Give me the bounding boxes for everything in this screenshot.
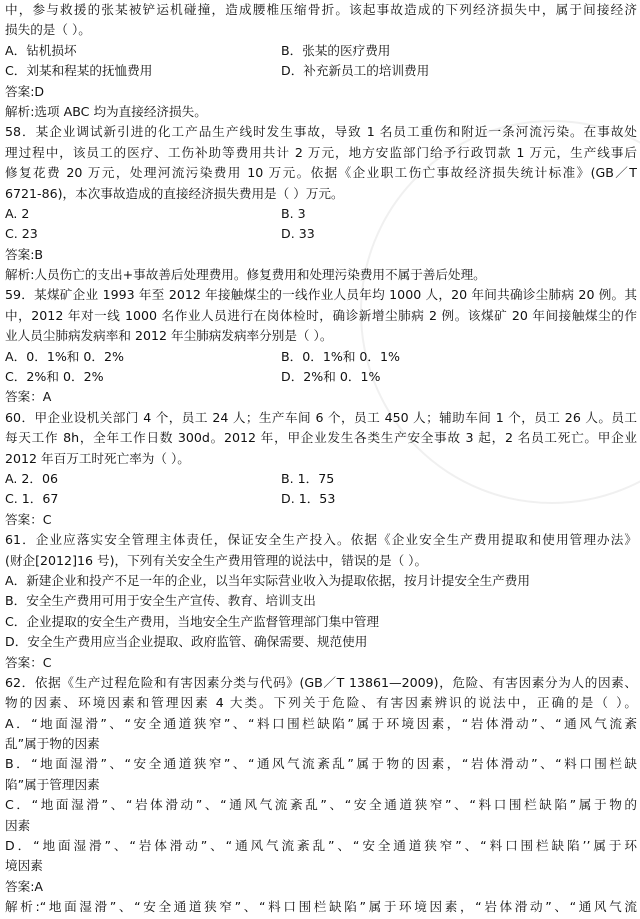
text-line: 乱”属于物的因素 (5, 736, 100, 752)
text-line: 业人员尘肺病发病率和 2012 年尘肺病发病率分别是（ ）。 (5, 328, 333, 344)
text-line: 62．依据《生产过程危险和有害因素分类与代码》(GB／T 13861—2009)，危险、有害因素分为人的因素、 (5, 674, 637, 690)
answer-option: B. 1．75 (281, 470, 335, 486)
text-line: 解析:“地面湿滑”、“安全通道狭窄”、“料口围栏缺陷”属于环境因素，“岩体滑动”、“通风气流 (5, 899, 637, 915)
answer-option: A. 2 (5, 205, 30, 221)
option-row (5, 224, 637, 244)
option-row (5, 367, 637, 387)
text-line: 58．某企业调试新引进的化工产品生产线时发生事故，导致 1 名员工重伤和附近一条河流污染。在事故处 (5, 124, 637, 140)
text-line: 6721-86)，本次事故造成的直接经济损失费用是（ ）万元。 (5, 185, 344, 201)
text-line: 境因素 (5, 858, 43, 874)
answer-option: B. 3 (281, 205, 306, 221)
text-line: 61．企业应落实安全管理主体责任，保证安全生产投入。依据《企业安全生产费用提取和使用管理办法》 (5, 532, 637, 548)
answer-option: B．张某的医疗费用 (281, 42, 391, 58)
text-line: 修复花费 20 万元，处理河流污染费用 10 万元。依据《企业职工伤亡事故经济损失统计标准》(GB／T (5, 165, 637, 181)
answer-option: B．0．1%和 0．1% (281, 348, 401, 364)
text-line: C．“地面湿滑”、“岩体滑动”、“通风气流紊乱”、“安全通道狭窄”、“料口围栏缺陷”属于物的 (5, 797, 637, 813)
text-line: 中，2012 年对一线 1000 名作业人员进行在岗体检时，确诊新增尘肺病 2 例。该煤矿 20 年间接触煤尘的作 (5, 307, 637, 323)
answer-option: C．2%和 0．2% (5, 369, 104, 385)
option-row (5, 347, 637, 367)
text-line: B．“地面湿滑”、“安全通道狭窄”、“通风气流紊乱”属于物的因素，“岩体滑动”、“料口围栏缺 (5, 756, 637, 772)
option-row (5, 61, 637, 81)
answer-option: C．刘某和程某的抚恤费用 (5, 63, 153, 79)
text-line: 陷”属于管理因素 (5, 776, 100, 792)
text-line: 答案：C (5, 654, 52, 670)
answer-option: A．0．1%和 0．2% (5, 348, 124, 364)
option-row (5, 489, 637, 509)
answer-option: D. 33 (281, 226, 315, 242)
text-line: 2012 年百万工时死亡率为（ ）。 (5, 450, 190, 466)
answer-option: C. 23 (5, 226, 38, 242)
text-line: 损失的是（ ）。 (5, 22, 91, 38)
text-line: C．企业提取的安全生产费用，当地安全生产监督管理部门集中管理 (5, 613, 380, 629)
text-line: 解析:选项 ABC 均为直接经济损失。 (5, 103, 207, 119)
text-line: 物的因素、环境因素和管理因素 4 大类。下列关于危险、有害因素辨识的说法中，正确的是（ ）。 (5, 695, 637, 711)
answer-option: D．补充新员工的培训费用 (281, 63, 430, 79)
text-line: 答案：C (5, 511, 52, 527)
text-line: 59．某煤矿企业 1993 年至 2012 年接触煤尘的一线作业人员年均 1000 人，20 年间共确诊尘肺病 20 例。其 (5, 287, 637, 303)
text-line: B．安全生产费用可用于安全生产宣传、教育、培训支出 (5, 593, 316, 609)
text-line: 答案:B (5, 246, 44, 262)
option-row (5, 204, 637, 224)
text-line: 理过程中，该员工的医疗、工伤补助等费用共计 2 万元，地方安监部门给予行政罚款 1 万元，生产线事后 (5, 144, 637, 160)
text-line: 答案：A (5, 389, 52, 405)
option-row (5, 469, 637, 489)
text-line: A．新建企业和投产不足一年的企业，以当年实际营业收入为提取依据，按月计提安全生产费用 (5, 572, 530, 588)
text-line: (财企[2012]16 号)，下列有关安全生产费用管理的说法中，错误的是（ ）。 (5, 552, 428, 568)
text-line: 中，参与救援的张某被铲运机碰撞，造成腰椎压缩骨折。该起事故造成的下列经济损失中，属于间接经济 (5, 2, 637, 17)
answer-option: A．钻机损坏 (5, 42, 77, 58)
text-line: 答案:A (5, 878, 44, 894)
answer-option: C. 1．67 (5, 491, 59, 507)
option-row (5, 41, 637, 61)
text-line: 答案:D (5, 83, 45, 99)
text-line: D．安全生产费用应当企业提取、政府监管、确保需要、规范使用 (5, 634, 368, 650)
text-line: 60．甲企业设机关部门 4 个，员工 24 人；生产车间 6 个，员工 450 人；辅助车间 1 个，员工 26 人。员工 (5, 409, 637, 425)
answer-option: D．2%和 0．1% (281, 369, 381, 385)
text-line: 解析:人员伤亡的支出+事故善后处理费用。修复费用和处理污染费用不属于善后处理。 (5, 267, 486, 283)
exam-document (5, 0, 637, 918)
answer-option: D. 1．53 (281, 491, 336, 507)
text-line: 每天工作 8h，全年工作日数 300d。2012 年，甲企业发生各类生产安全事故 3 起，2 名员工死亡。甲企业 (5, 430, 637, 446)
answer-option: A. 2．06 (5, 470, 59, 486)
text-line: A．“地面湿滑”、“安全通道狭窄”、“料口围栏缺陷”属于环境因素，“岩体滑动”、“通风气流紊 (5, 715, 637, 731)
text-line: D．“地面湿滑”、“岩体滑动”、“通风气流紊乱”、“安全通道狭窄”、“料口围栏缺陷’’属于环 (5, 838, 637, 854)
text-line: 因素 (5, 817, 31, 833)
